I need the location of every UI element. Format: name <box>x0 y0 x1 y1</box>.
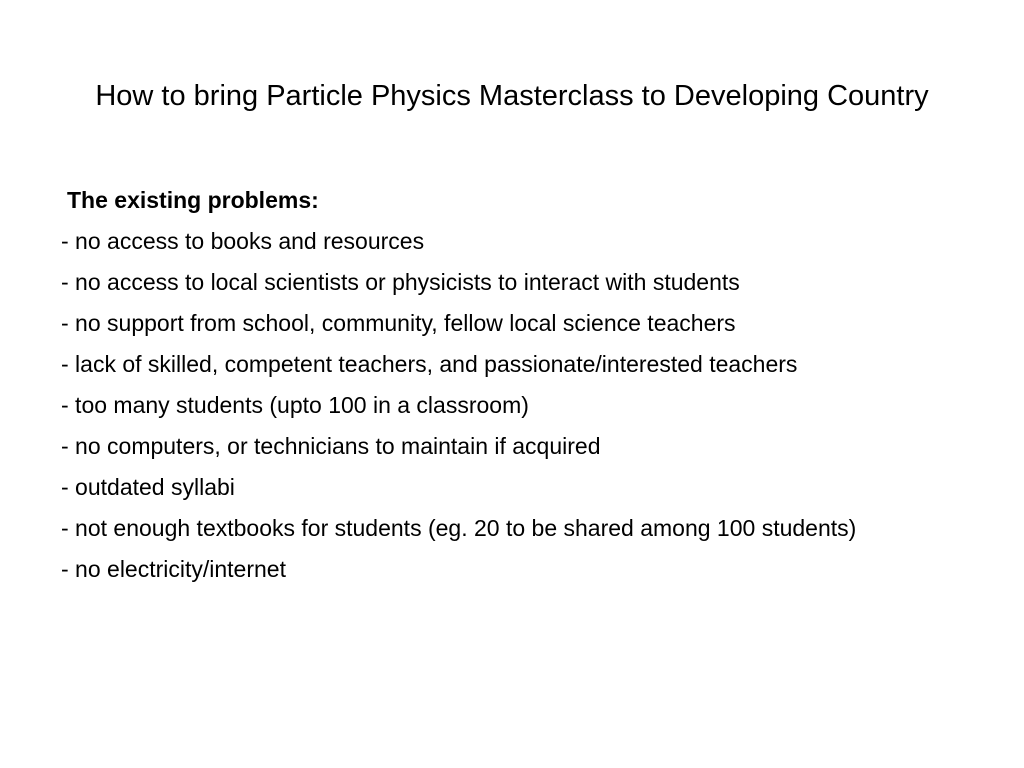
section-heading: The existing problems: <box>67 187 319 213</box>
problem-list <box>61 225 961 586</box>
problem-item: - lack of skilled, competent teachers, and passionate/interested teachers <box>61 351 798 377</box>
problem-item: - no computers, or technicians to maintain if acquired <box>61 433 601 459</box>
slide-title: How to bring Particle Physics Masterclass to Developing Country <box>95 80 929 112</box>
problem-item: - no support from school, community, fellow local science teachers <box>61 310 736 336</box>
problem-item: - no access to books and resources <box>61 228 425 254</box>
problem-item: - not enough textbooks for students (eg. 20 to be shared among 100 students) <box>61 515 857 541</box>
problem-item: - outdated syllabi <box>61 474 235 500</box>
problem-item: - no electricity/internet <box>61 556 286 582</box>
slide-body <box>61 184 961 594</box>
problem-item: - no access to local scientists or physicists to interact with students <box>61 269 740 295</box>
problem-item: - too many students (upto 100 in a classroom) <box>61 392 529 418</box>
